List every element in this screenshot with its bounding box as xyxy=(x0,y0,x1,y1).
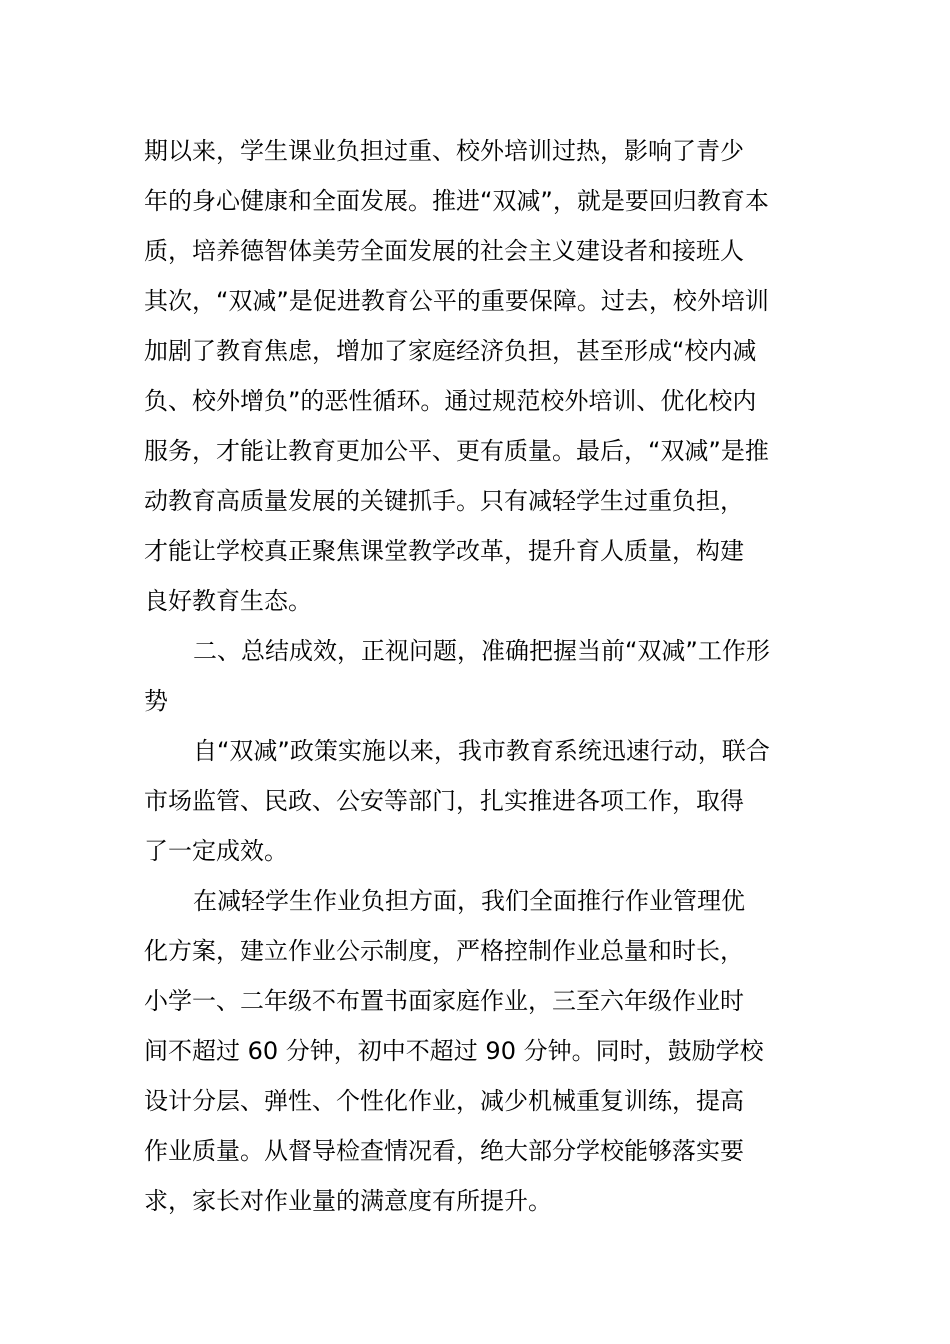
text-line: 作业质量。从督导检查情况看，绝大部分学校能够落实要 xyxy=(144,1137,744,1165)
text-line: 良好教育生态。 xyxy=(144,587,312,615)
text-line: 小学一、二年级不布置书面家庭作业，三至六年级作业时 xyxy=(144,987,744,1015)
paragraph-continuation xyxy=(144,126,806,626)
text-line: 设计分层、弹性、个性化作业，减少机械重复训练，提高 xyxy=(144,1087,744,1115)
text-line: 自“双减”政策实施以来，我市教育系统迅速行动，联合 xyxy=(193,737,770,765)
text-line: 加剧了教育焦虑，增加了家庭经济负担，甚至形成“校内减 xyxy=(144,337,757,365)
text-line: 求，家长对作业量的满意度有所提升。 xyxy=(144,1187,552,1215)
text-line: 年的身心健康和全面发展。推进“双减”，就是要回归教育本 xyxy=(144,187,769,215)
text-line: 间不超过 60 分钟，初中不超过 90 分钟。同时，鼓励学校 xyxy=(144,1037,764,1065)
text-line: 化方案，建立作业公示制度，严格控制作业总量和时长， xyxy=(144,937,744,965)
text-line: 其次，“双减”是促进教育公平的重要保障。过去，校外培训 xyxy=(144,287,769,315)
text-line: 服务，才能让教育更加公平、更有质量。最后，“双减”是推 xyxy=(144,437,769,465)
text-line: 期以来，学生课业负担过重、校外培训过热，影响了青少 xyxy=(144,137,744,165)
document-body xyxy=(144,126,806,1226)
paragraph-homework xyxy=(144,876,806,1226)
heading-line: 二、总结成效，正视问题，准确把握当前“双减”工作形 xyxy=(193,637,770,665)
text-line: 负、校外增负”的恶性循环。通过规范校外培训、优化校内 xyxy=(144,387,757,415)
heading-line: 势 xyxy=(144,687,168,715)
text-line: 才能让学校真正聚焦课堂教学改革，提升育人质量，构建 xyxy=(144,537,744,565)
text-line: 市场监管、民政、公安等部门，扎实推进各项工作，取得 xyxy=(144,787,744,815)
text-line: 动教育高质量发展的关键抓手。只有减轻学生过重负担， xyxy=(144,487,744,515)
text-line: 质，培养德智体美劳全面发展的社会主义建设者和接班人 xyxy=(144,237,744,265)
text-line: 在减轻学生作业负担方面，我们全面推行作业管理优 xyxy=(193,887,745,915)
section-heading xyxy=(144,626,806,726)
text-line: 了一定成效。 xyxy=(144,837,288,865)
paragraph-progress xyxy=(144,726,806,876)
